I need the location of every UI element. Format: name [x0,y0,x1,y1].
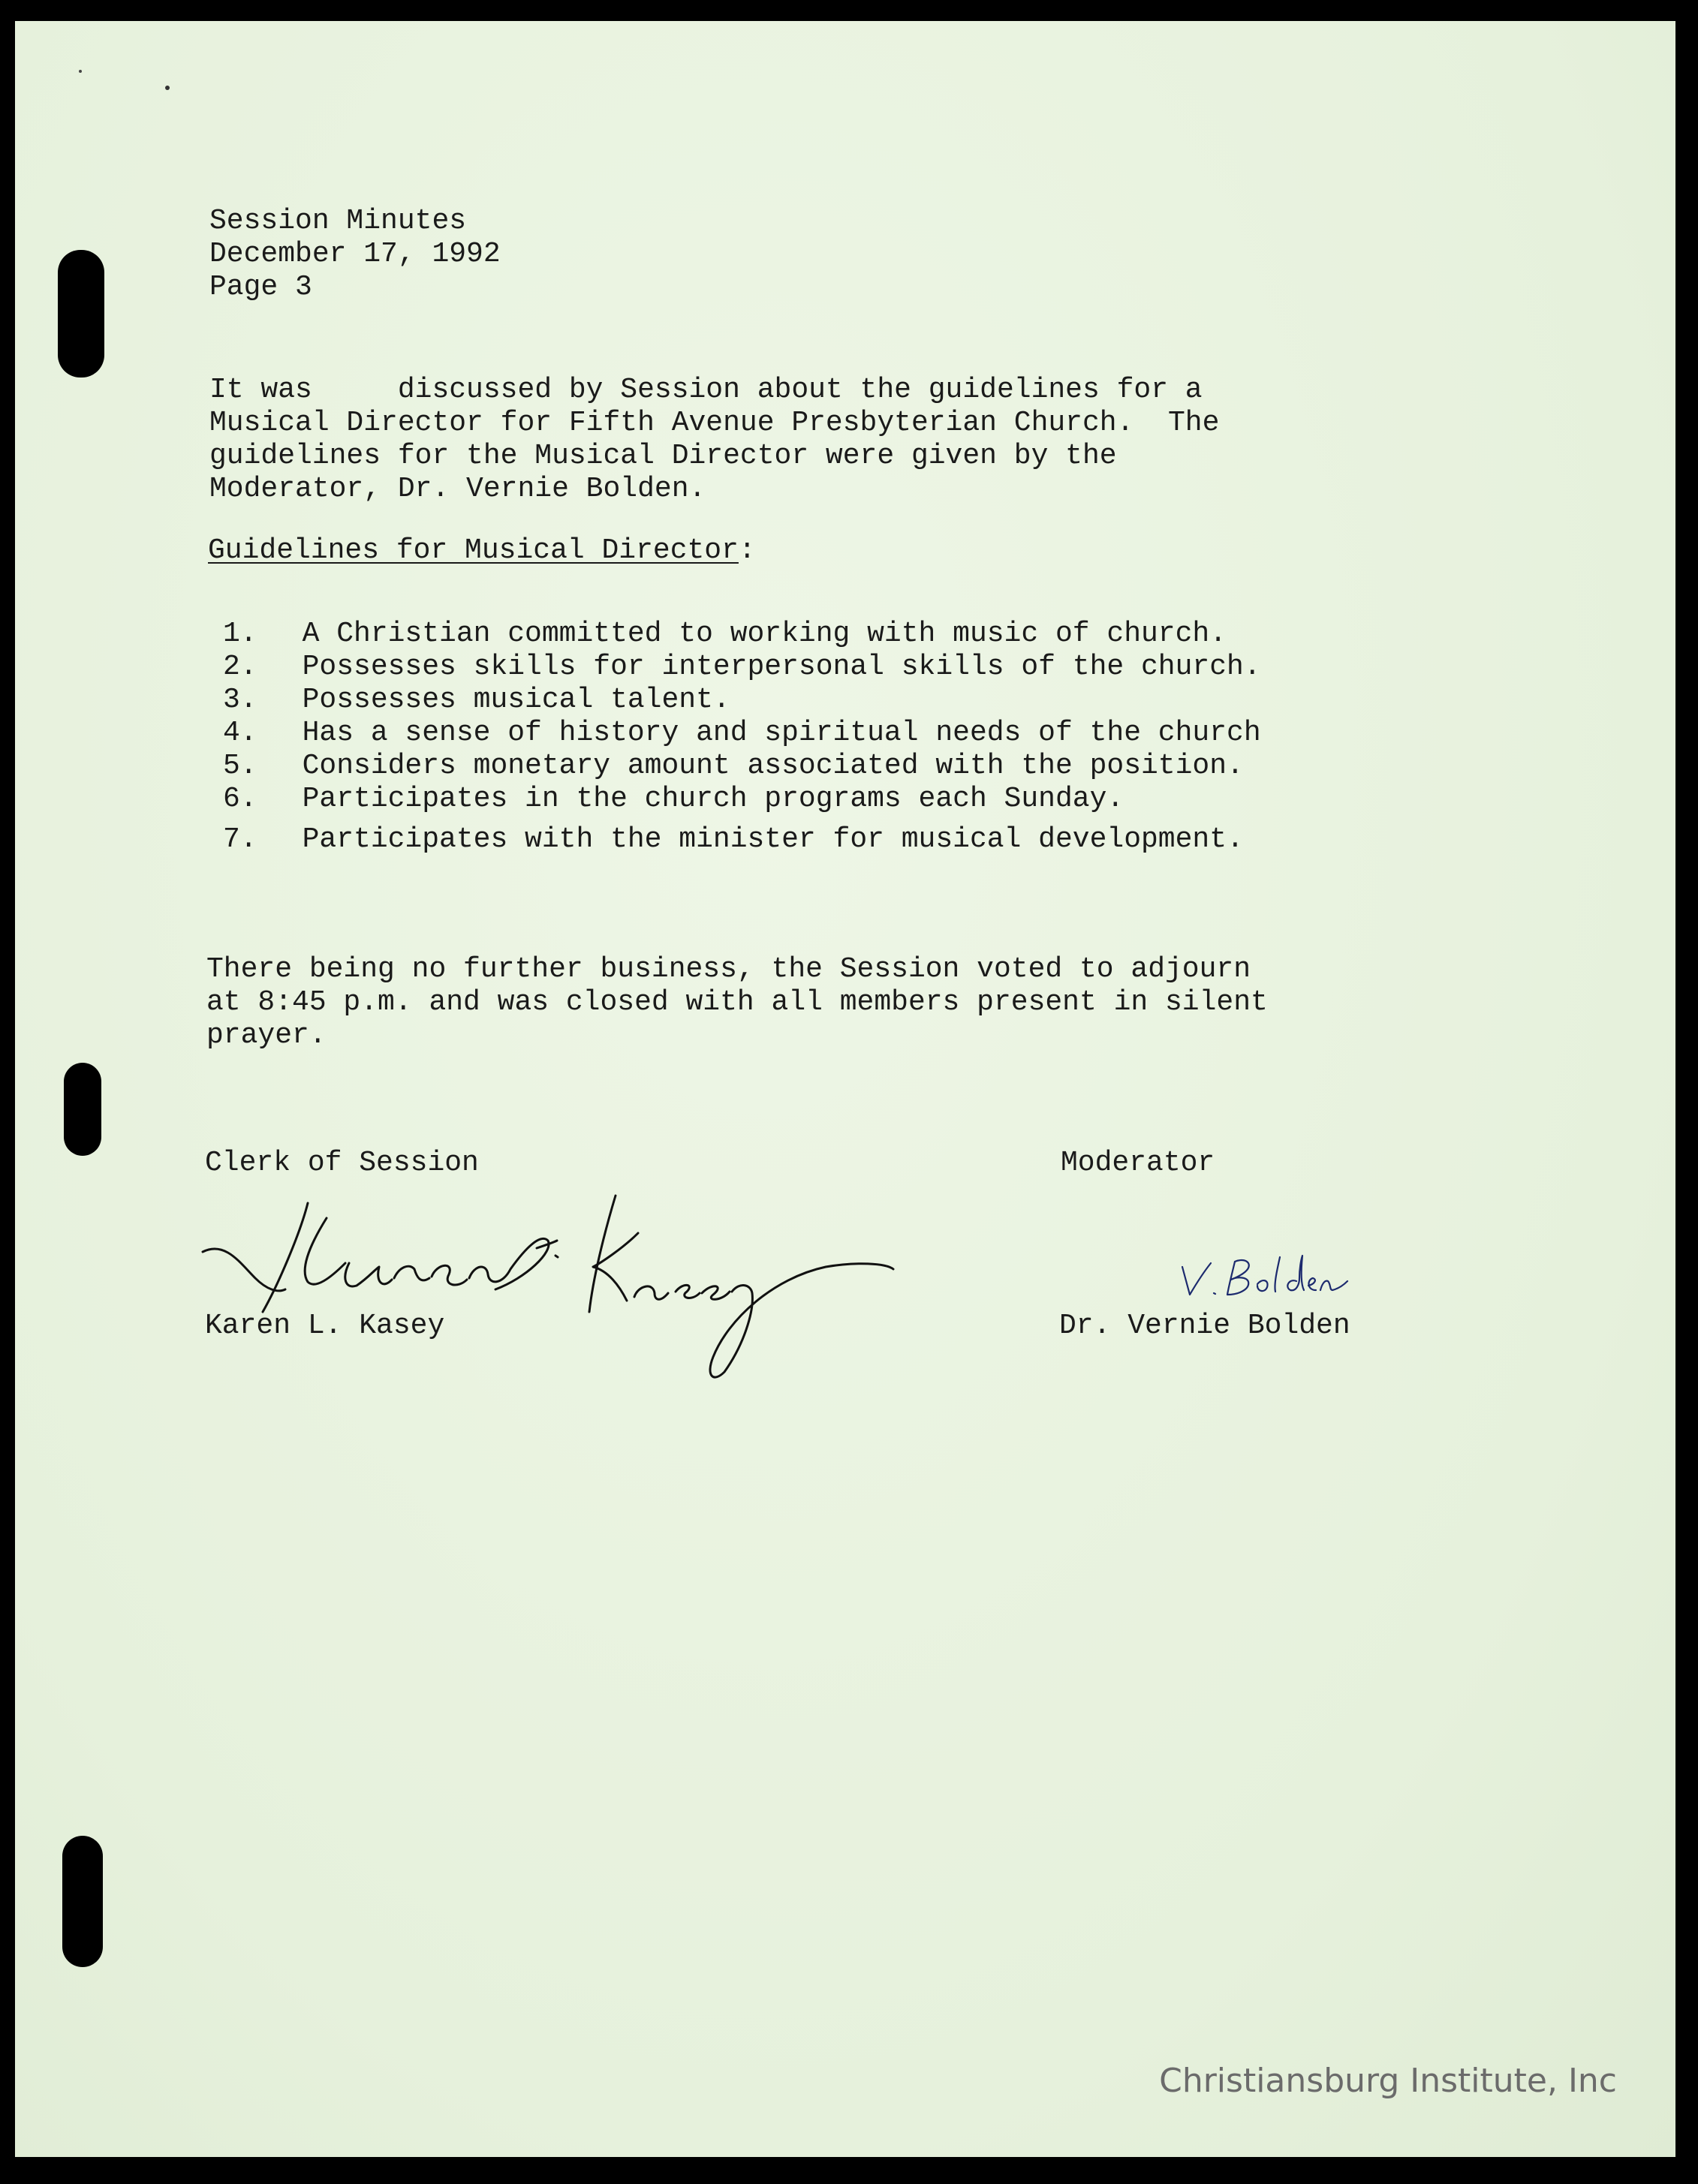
clerk-signature [195,1188,916,1383]
closing-line-2: at 8:45 p.m. and was closed with all members present in silent [206,986,1268,1018]
intro-line-1: It was discussed by Session about the guidelines for a [209,374,1203,406]
list-item-number: 7. [223,823,257,856]
archive-watermark: Christiansburg Institute, Inc [1159,2062,1617,2100]
list-item [223,783,1261,816]
list-item-text: Possesses skills for interpersonal skills of the church. [302,651,1261,683]
list-item [223,618,1261,651]
document-page [15,21,1675,2157]
list-item-text: A Christian committed to working with music of church. [302,618,1227,650]
scan-speck [165,86,170,90]
intro-line-4: Moderator, Dr. Vernie Bolden. [209,473,706,505]
guidelines-heading [208,534,756,567]
binder-hole-middle [64,1063,101,1156]
list-item-number: 2. [223,651,257,683]
header-title: Session Minutes [209,205,467,237]
header-page-number: Page 3 [209,271,312,303]
guidelines-list [223,618,1261,856]
list-item [223,684,1261,717]
list-item [223,717,1261,750]
closing-line-1: There being no further business, the Session voted to adjourn [206,953,1251,985]
guidelines-heading-text: Guidelines for Musical Director [208,534,739,567]
moderator-signature [1167,1248,1407,1308]
scan-speck [79,70,82,73]
list-item [223,823,1261,856]
list-item [223,651,1261,684]
list-item [223,750,1261,783]
list-item-number: 4. [223,717,257,749]
intro-line-3: guidelines for the Musical Director were given by the [209,440,1117,472]
list-item-text: Participates with the minister for musical development. [302,823,1244,856]
header-date: December 17, 1992 [209,238,501,270]
list-item-text: Possesses musical talent. [302,684,730,716]
list-item-number: 3. [223,684,257,716]
intro-line-2: Musical Director for Fifth Avenue Presbyterian Church. The [209,407,1220,439]
guidelines-heading-colon: : [738,534,756,567]
binder-hole-top [58,250,104,378]
list-item-text: Has a sense of history and spiritual needs of the church [302,717,1261,749]
list-item-text: Considers monetary amount associated with the position. [302,750,1244,782]
list-item-number: 6. [223,783,257,815]
list-item-number: 5. [223,750,257,782]
list-item-number: 1. [223,618,257,650]
clerk-title: Clerk of Session [205,1147,479,1179]
clerk-name: Karen L. Kasey [205,1310,445,1342]
closing-line-3: prayer. [206,1019,327,1051]
binder-hole-bottom [62,1836,103,1967]
moderator-title: Moderator [1061,1147,1215,1179]
moderator-name: Dr. Vernie Bolden [1059,1310,1350,1342]
list-item-text: Participates in the church programs each Sunday. [302,783,1124,815]
